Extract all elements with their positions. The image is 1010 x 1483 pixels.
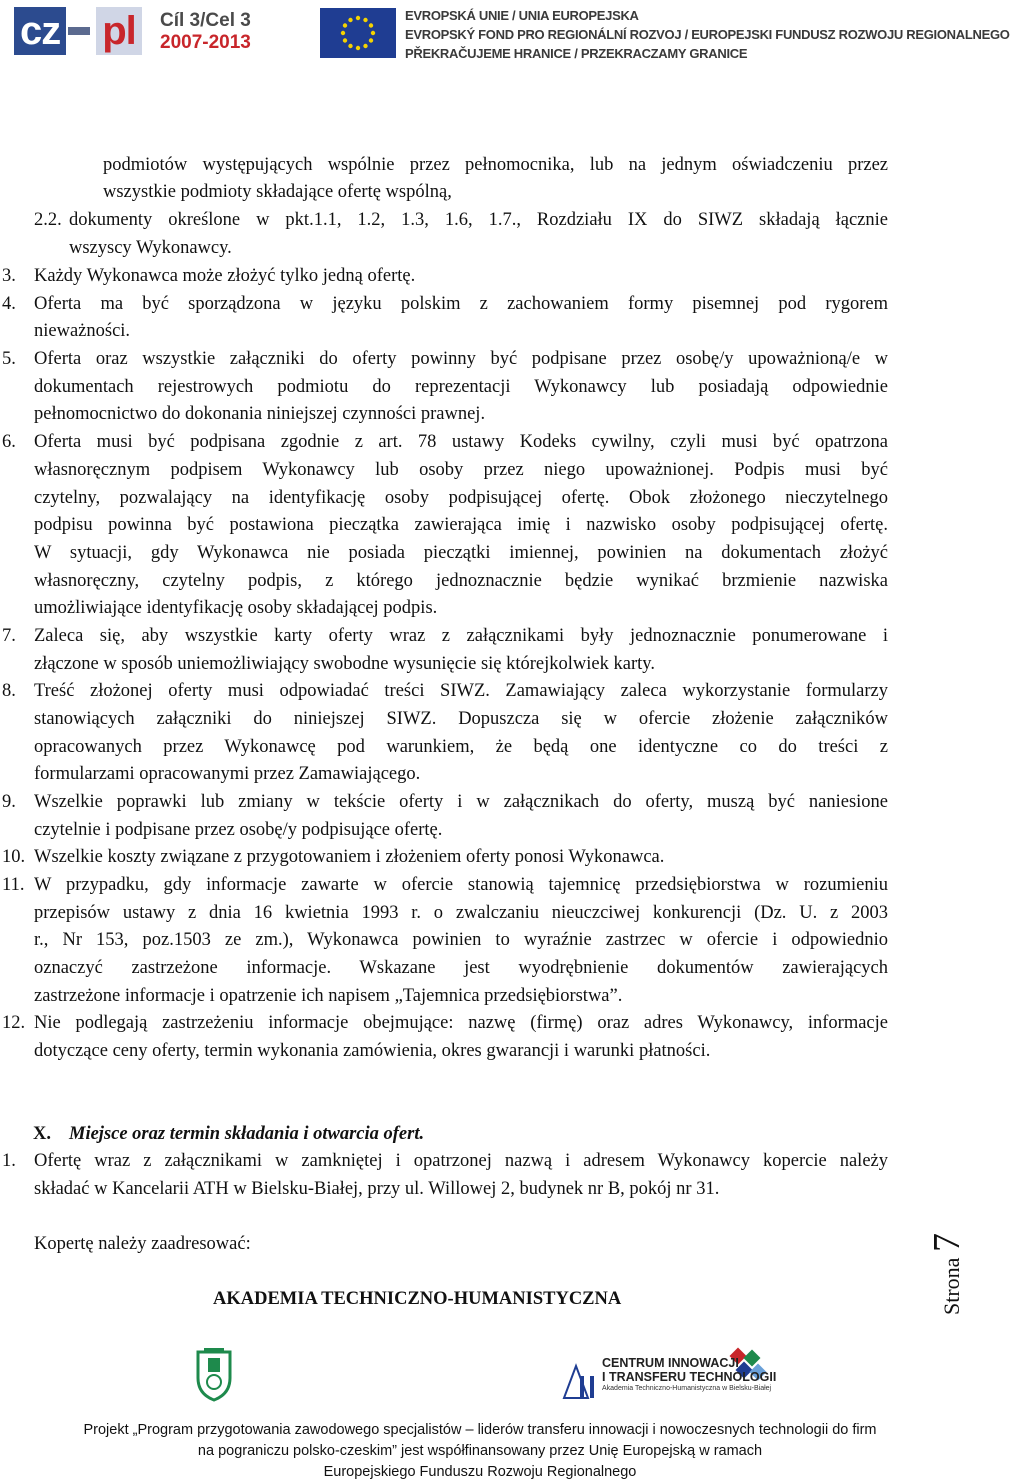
text-line: zastrzeżone informacje i opatrzenie ich napisem „Tajemnica przedsiębiorstwa”. <box>34 986 623 1006</box>
text-line: własnoręczny, czytelny podpis, z którego jednoznacznie będzie wynikać brzmienie nazwiska <box>34 571 888 591</box>
text-line: r., Nr 153, poz.1503 ze zm.), Wykonawca powinien to wyraźnie zastrzec w ofercie i odpowiednio <box>34 930 888 950</box>
text-line: złączone w sposób uniemożliwiający swobodne wysunięcie się którejkolwiek karty. <box>34 654 655 674</box>
text-line: dotyczące ceny oferty, termin wykonania zamówienia, okres gwarancji i warunki płatności. <box>34 1041 711 1061</box>
logo-cz: cz <box>14 7 66 55</box>
list-number: 1. <box>2 1151 16 1171</box>
logo-pl: pl <box>96 7 142 55</box>
text-line: czytelnie i podpisane przez osobę/y podpisujące ofertę. <box>34 820 443 840</box>
footer-line3: Europejskiego Funduszu Rozwoju Regionalnego <box>323 1464 637 1480</box>
eu-line2: EVROPSKÝ FOND PRO REGIONÁLNÍ ROZVOJ / EUROPEJSKI FUNDUSZ ROZWOJU REGIONALNEGO <box>405 27 1010 42</box>
program-line2: 2007-2013 <box>160 32 251 53</box>
cit-line3: Akademia Techniczno-Humanistyczna w Bielsku-Białej <box>602 1385 772 1392</box>
text-line: pełnomocnictwo do dokonania niniejszej czynności prawnej. <box>34 404 486 424</box>
text-line: Oferta musi być podpisana zgodnie z art. 78 ustawy Kodeks cywilny, czyli musi być opatrzona <box>34 432 888 452</box>
text-line: przepisów ustawy z dnia 16 kwietnia 1993 r. o zwalczaniu nieuczciwej konkurencji (Dz. U. z 2003 <box>34 903 888 923</box>
text-line: oznaczyć zastrzeżone informacje. Wskazane jest wyodrębnienie dokumentów zawierających <box>34 958 888 978</box>
text-line: W sytuacji, gdy Wykonawca nie posiada pieczątki imiennej, powinien na dokumentach złożyć <box>34 543 888 563</box>
page-number: 7 <box>926 1233 968 1253</box>
list-number: 10. <box>2 847 26 867</box>
text-line: wszyscy Wykonawcy. <box>69 238 232 258</box>
eu-line3: PŘEKRAČUJEME HRANICE / PRZEKRACZAMY GRANICE <box>405 46 748 61</box>
cit-line2: I TRANSFERU TECHNOLOGII <box>602 1370 777 1384</box>
text-line: stanowiących załączniki do niniejszej SIWZ. Dopuszcza się w ofercie złożenie załączników <box>34 709 888 729</box>
section-number: X. <box>33 1124 51 1144</box>
text-line: Oferta ma być sporządzona w języku polskim z zachowaniem formy pisemnej pod rygorem <box>34 294 888 314</box>
page-label: Strona <box>939 1257 964 1315</box>
list-number: 7. <box>2 626 16 646</box>
list-number: 6. <box>2 432 16 452</box>
program-label <box>160 10 251 54</box>
cit-logo <box>562 1342 777 1400</box>
cit-line1: CENTRUM INNOWACJI <box>602 1356 739 1370</box>
page-footer <box>0 1420 960 1483</box>
czpl-logo <box>14 6 142 56</box>
list-number: 5. <box>2 349 16 369</box>
addressee: AKADEMIA TECHNICZNO-HUMANISTYCZNA <box>213 1289 622 1309</box>
text-line: podmiotów występujących wspólnie przez pełnomocnika, lub na jednym oświadczeniu przez <box>103 155 888 175</box>
text-line: Kopertę należy zaadresować: <box>34 1234 251 1254</box>
text-line: wszystkie podmioty składające ofertę wspólną, <box>103 182 452 202</box>
eu-text <box>405 6 1010 63</box>
list-number: 12. <box>2 1013 26 1033</box>
text-line: Oferta oraz wszystkie załączniki do oferty powinny być podpisane przez osobę/y upoważnioną/e w <box>34 349 888 369</box>
text-line: formularzami opracowanymi przez Zamawiającego. <box>34 764 421 784</box>
text-line: własnoręcznym podpisem Wykonawcy lub osoby przez niego upoważnionej. Podpis musi być <box>34 460 888 480</box>
eu-line1: EVROPSKÁ UNIE / UNIA EUROPEJSKA <box>405 8 639 23</box>
text-line: dokumenty określone w pkt.1.1, 1.2, 1.3, 1.6, 1.7., Rozdziału IX do SIWZ składają łącznie <box>69 210 888 230</box>
page-number-label <box>925 1233 969 1315</box>
eu-flag-icon <box>320 8 396 58</box>
text-line: składać w Kancelarii ATH w Bielsku-Białej, przy ul. Willowej 2, budynek nr B, pokój nr 31. <box>34 1179 720 1199</box>
program-line1: Cíl 3/Cel 3 <box>160 10 251 31</box>
list-number: 9. <box>2 792 16 812</box>
section-title: Miejsce oraz termin składania i otwarcia ofert. <box>69 1124 425 1144</box>
list-number: 4. <box>2 294 16 314</box>
text-line: W przypadku, gdy informacje zawarte w ofercie stanowią tajemnicę przedsiębiorstwa w rozumieniu <box>34 875 888 895</box>
list-number: 8. <box>2 681 16 701</box>
text-line: Ofertę wraz z załącznikami w zamkniętej i opatrzonej nazwą i adresem Wykonawcy kopercie należy <box>34 1151 888 1171</box>
text-line: dokumentach rejestrowych podmiotu do reprezentacji Wykonawcy lub posiadają odpowiednie <box>34 377 888 397</box>
text-line: nieważności. <box>34 321 131 341</box>
university-crest-icon <box>192 1346 236 1402</box>
text-line: czytelny, pozwalający na identyfikację osoby podpisującej ofertę. Obok złożonego nieczytelnego <box>34 488 888 508</box>
list-number: 11. <box>2 875 25 895</box>
text-line: opracowanych przez Wykonawcę pod warunkiem, że będą one identyczne co do treści z <box>34 737 888 757</box>
text-line: Każdy Wykonawca może złożyć tylko jedną ofertę. <box>34 266 416 286</box>
text-line: podpisu powinna być postawiona pieczątka zawierająca imię i nazwisko osoby podpisującej ofertę. <box>34 515 888 535</box>
text-line: Wszelkie koszty związane z przygotowaniem i złożeniem oferty ponosi Wykonawca. <box>34 847 665 867</box>
text-line: umożliwiające identyfikację osoby składającej podpis. <box>34 598 438 618</box>
footer-logos <box>0 1340 960 1410</box>
footer-line2: na pograniczu polsko-czeskim” jest współfinansowany przez Unię Europejską w ramach <box>197 1443 763 1459</box>
text-line: Treść złożonej oferty musi odpowiadać treści SIWZ. Zamawiający zaleca wykorzystanie formularzy <box>34 681 888 701</box>
text-line: Wszelkie poprawki lub zmiany w tekście oferty i w załącznikach do oferty, muszą być naniesione <box>34 792 888 812</box>
list-number: 2.2. <box>34 210 62 230</box>
list-number: 3. <box>2 266 16 286</box>
footer-line1: Projekt „Program przygotowania zawodowego specjalistów – liderów transferu innowacji i nowoczesnych technologii do firm <box>83 1422 877 1438</box>
text-line: Nie podlegają zastrzeżeniu informacje obejmujące: nazwę (firmę) oraz adres Wykonawcy, informacje <box>34 1013 888 1033</box>
logo-dash <box>68 27 90 35</box>
text-line: Zaleca się, aby wszystkie karty oferty wraz z załącznikami były jednoznacznie ponumerowane i <box>34 626 888 646</box>
page-header <box>0 0 1010 70</box>
